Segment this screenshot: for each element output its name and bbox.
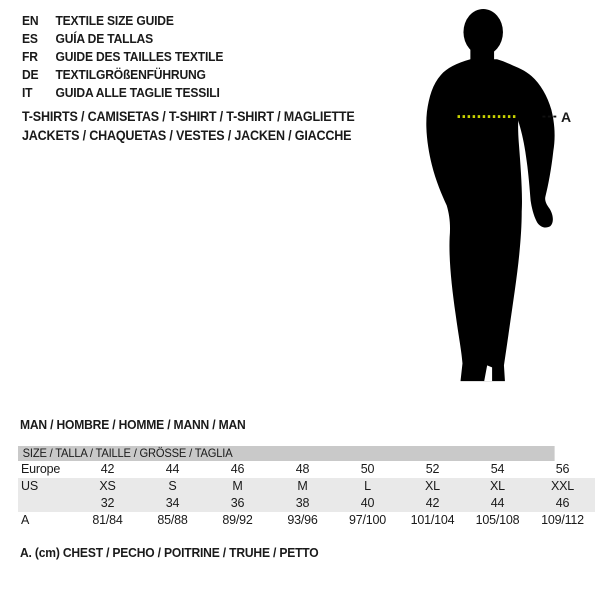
size-cell: 85/88 <box>157 513 188 527</box>
size-row-label: US <box>21 479 38 493</box>
size-cell: M <box>232 479 243 493</box>
size-cell: 42 <box>425 496 440 510</box>
size-cell: 36 <box>230 496 245 510</box>
size-cell: 105/108 <box>475 513 520 527</box>
language-guide-title: GUIDE DES TAILLES TEXTILE <box>55 49 224 64</box>
size-cell: 42 <box>100 462 115 476</box>
section-title-man: MAN / HOMBRE / HOMME / MANN / MAN <box>20 417 246 432</box>
man-silhouette <box>410 5 590 395</box>
language-row <box>22 30 223 48</box>
measure-label-a: A <box>561 109 572 125</box>
language-guide-title: TEXTILGRÖßENFÜHRUNG <box>55 67 206 82</box>
size-cell: 109/112 <box>541 513 584 527</box>
size-table-header: SIZE / TALLA / TAILLE / GRÖSSE / TAGLIA <box>18 446 555 461</box>
size-cell: L <box>364 479 371 493</box>
size-row-label: A <box>21 513 30 527</box>
size-cell: XXL <box>550 479 575 493</box>
size-cell: 46 <box>555 496 570 510</box>
size-cell: 89/92 <box>222 513 253 527</box>
man-silhouette-figure <box>410 5 590 395</box>
language-row <box>22 48 223 66</box>
language-list <box>22 12 223 102</box>
language-row <box>22 66 223 84</box>
size-cell: 56 <box>555 462 570 476</box>
language-row <box>22 84 223 102</box>
size-cell: 46 <box>230 462 245 476</box>
language-row <box>22 12 223 30</box>
size-cell: 81/84 <box>92 513 123 527</box>
size-cell: 54 <box>490 462 505 476</box>
size-cell: M <box>297 479 308 493</box>
size-cell: 50 <box>360 462 375 476</box>
size-cell: 97/100 <box>348 513 387 527</box>
size-cell: 48 <box>295 462 310 476</box>
size-table-body <box>18 461 595 529</box>
size-cell: 93/96 <box>287 513 318 527</box>
size-cell: 52 <box>425 462 440 476</box>
language-code: EN <box>22 13 39 28</box>
size-cell: 34 <box>165 496 180 510</box>
size-row-label: Europe <box>21 462 61 476</box>
language-code: FR <box>22 49 38 64</box>
language-guide-title: TEXTILE SIZE GUIDE <box>55 13 174 28</box>
garment-line-tshirts: T-SHIRTS / CAMISETAS / T-SHIRT / T-SHIRT / MAGLIETTE <box>22 109 355 124</box>
size-row-label <box>18 495 75 512</box>
size-table-row <box>18 461 595 478</box>
size-cell: XL <box>490 479 505 493</box>
language-code: DE <box>22 67 39 82</box>
size-cell: 44 <box>490 496 505 510</box>
size-table-row <box>18 495 595 512</box>
size-table-row <box>18 512 595 529</box>
language-code: IT <box>22 85 33 100</box>
size-table <box>18 446 595 529</box>
size-cell: S <box>168 479 177 493</box>
size-cell: XS <box>99 479 116 493</box>
size-cell: 32 <box>100 496 115 510</box>
size-cell: 38 <box>295 496 310 510</box>
size-cell: 44 <box>165 462 180 476</box>
language-code: ES <box>22 31 38 46</box>
size-cell: 101/104 <box>410 513 455 527</box>
language-guide-title: GUIDA ALLE TAGLIE TESSILI <box>55 85 220 100</box>
size-cell: 40 <box>360 496 375 510</box>
size-table-row <box>18 478 595 495</box>
language-guide-title: GUÍA DE TALLAS <box>55 31 153 46</box>
size-cell: XL <box>425 479 440 493</box>
garment-type-lines <box>22 107 355 145</box>
garment-line-jackets: JACKETS / CHAQUETAS / VESTES / JACKEN / GIACCHE <box>22 128 352 143</box>
footnote-chest: A. (cm) CHEST / PECHO / POITRINE / TRUHE / PETTO <box>20 545 319 560</box>
